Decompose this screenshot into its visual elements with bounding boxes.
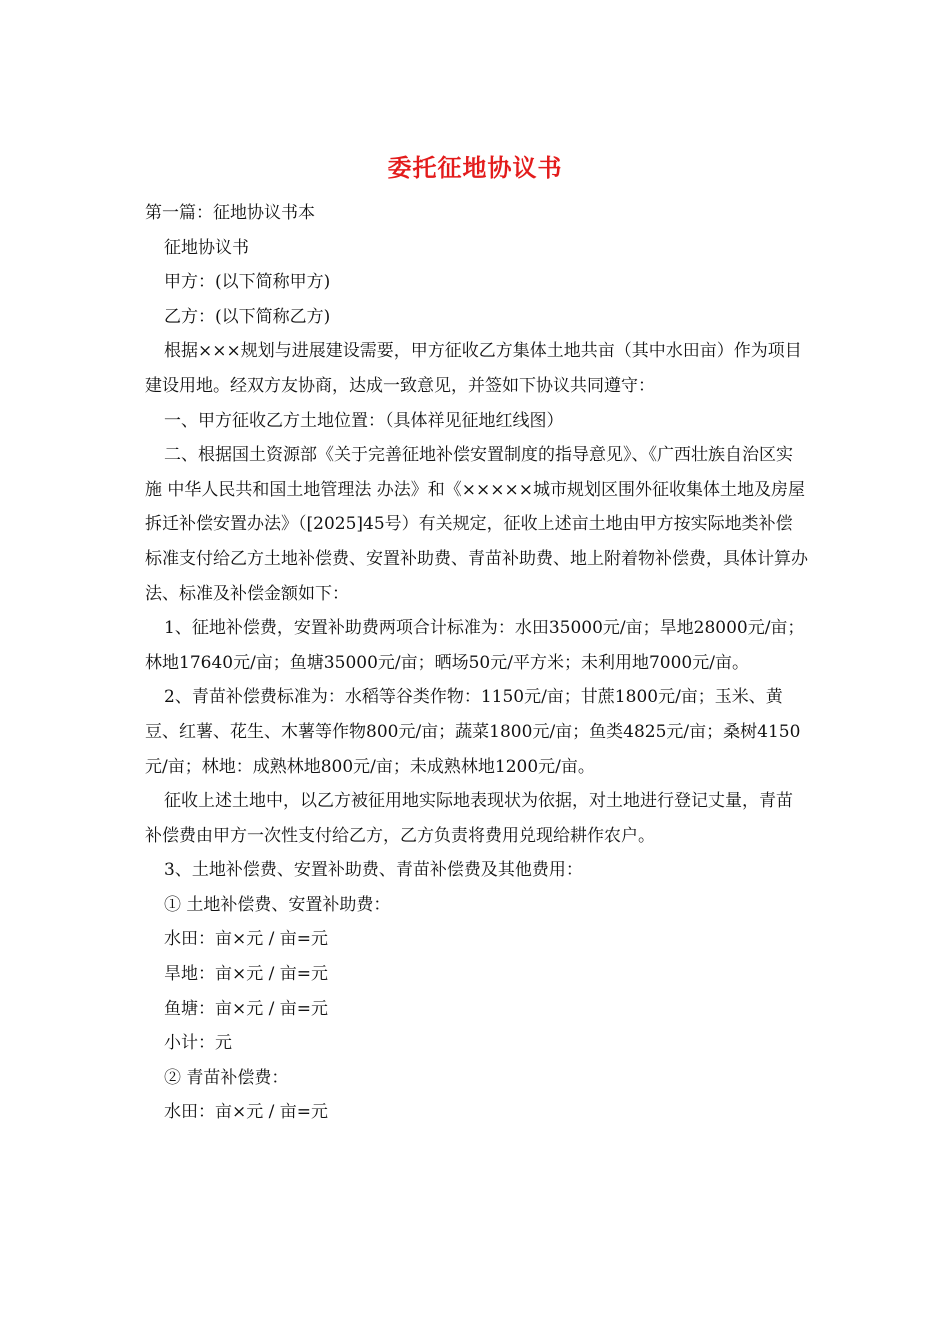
fee-subtotal: 小计：元 — [164, 1033, 232, 1054]
agreement-name: 征地协议书 — [164, 237, 249, 258]
document-body — [145, 196, 809, 1130]
crop-compensation-note: 征收上述土地中，以乙方被征用地实际地表现状为依据，对土地进行登记丈量，青苗补偿费由甲方一次性支付给乙方，乙方负责将费用兑现给耕作农户。 — [145, 791, 793, 846]
fee-line-dryland: 旱地：亩×元 / 亩=元 — [164, 964, 329, 985]
subsection-1-heading: ① 土地补偿费、安置补助费： — [164, 894, 391, 915]
clause-1-location: 一、甲方征收乙方土地位置：（具体祥见征地红线图） — [164, 410, 564, 431]
crop-fee-line-paddy: 水田：亩×元 / 亩=元 — [164, 1102, 329, 1123]
item-3-fees-heading: 3、土地补偿费、安置补助费、青苗补偿费及其他费用： — [164, 860, 583, 881]
section-heading: 第一篇：征地协议书本 — [145, 203, 315, 223]
fee-line-fishpond: 鱼塘：亩×元 / 亩=元 — [164, 998, 329, 1019]
document-title: 委托征地协议书 — [387, 153, 563, 182]
item-1-compensation-standard: 1、征地补偿费，安置补助费两项合计标准为：水田35000元/亩；旱地28000元/亩；林地17640元/亩；鱼塘35000元/亩；晒场50元/平方米；未利用地7000元/亩。 — [145, 618, 805, 673]
party-b: 乙方：(以下简称乙方) — [164, 306, 331, 327]
preamble-paragraph: 根据×××规划与进展建设需要，甲方征收乙方集体土地共亩（其中水田亩）作为项目建设用地。经双方友协商，达成一致意见，并签如下协议共同遵守： — [145, 341, 802, 396]
item-2-crop-compensation-standard: 2、青苗补偿费标准为：水稻等谷类作物：1150元/亩；甘蔗1800元/亩；玉米、黄豆、红薯、花生、木薯等作物800元/亩；蔬菜1800元/亩；鱼类4825元/亩；桑树4150元/亩；林地：成熟林地800元/亩；未成熟林地1200元/亩。 — [145, 687, 801, 777]
clause-2-legal-basis: 二、根据国土资源部《关于完善征地补偿安置制度的指导意见》、《广西壮族自治区实施 中华人民共和国土地管理法 办法》和《×××××城市规划区围外征收集体土地及房屋拆迁补偿安置办法》（[2025]45号）有关规定，征收上述亩土地由甲方按实际地类补偿标准支付给乙方土地补偿费、安置补助费、青苗补助费、地上附着物补偿费，具体计算办法、标准及补偿金额如下： — [145, 445, 808, 604]
subsection-2-heading: ② 青苗补偿费： — [164, 1067, 289, 1088]
fee-line-paddy: 水田：亩×元 / 亩=元 — [164, 929, 329, 950]
party-a: 甲方：(以下简称甲方) — [164, 272, 331, 293]
